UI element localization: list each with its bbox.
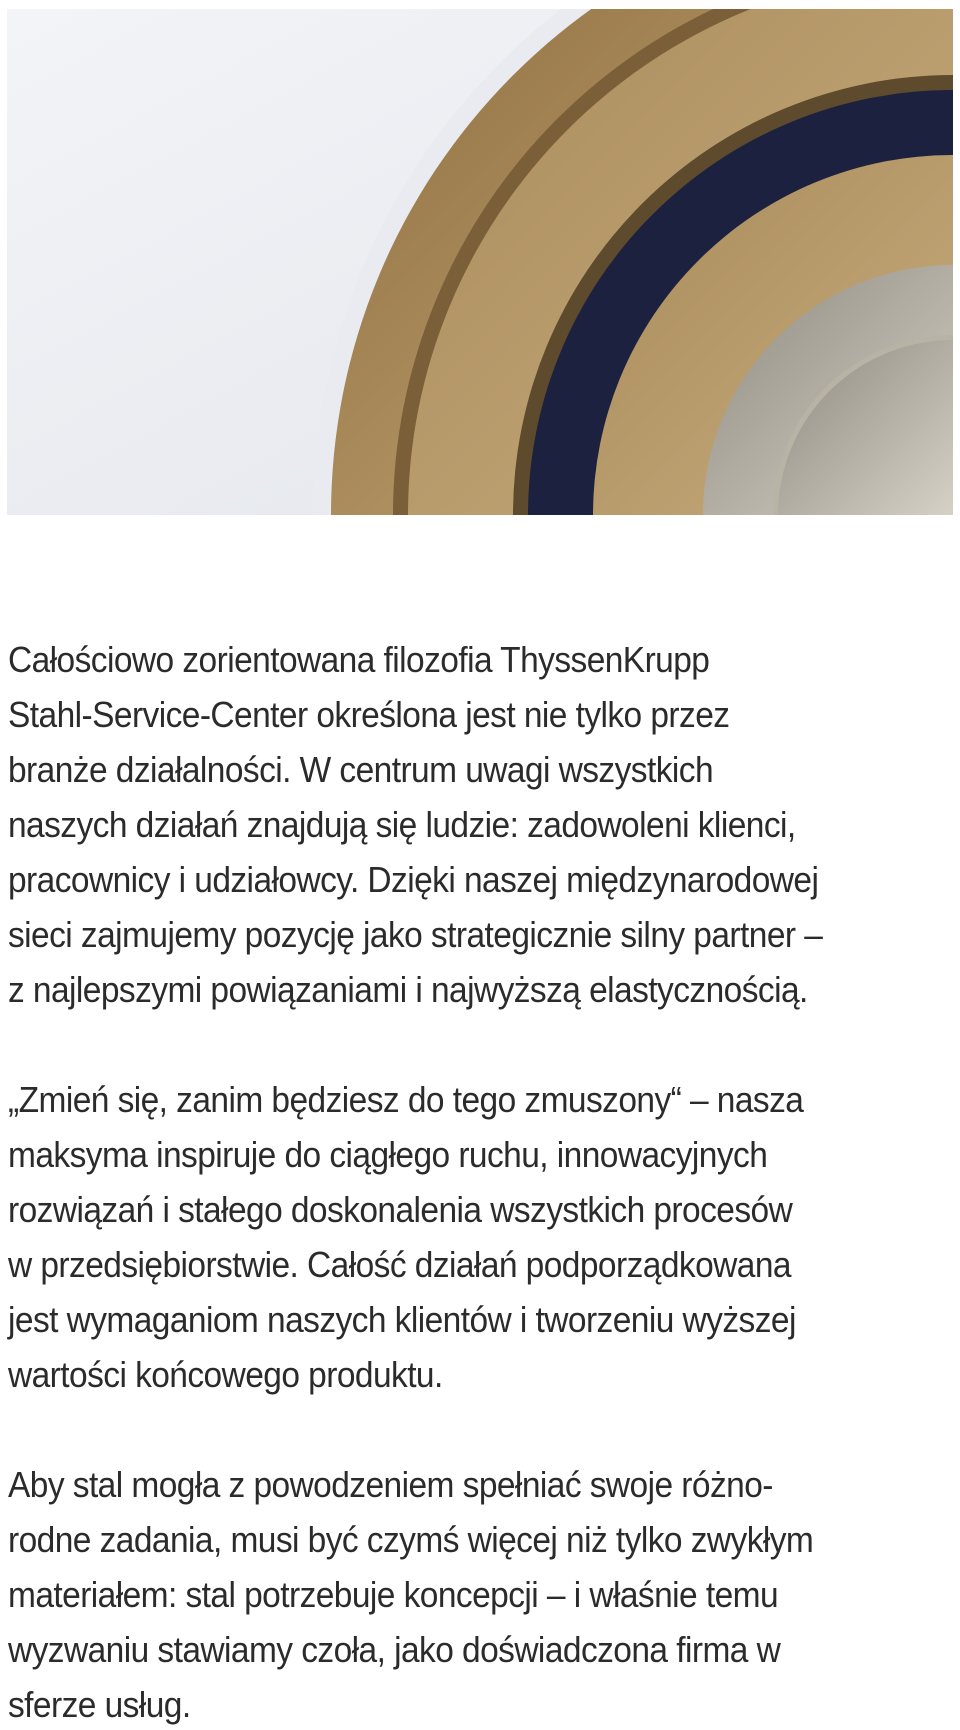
steel-roll-photo bbox=[7, 9, 953, 515]
body-text bbox=[8, 632, 882, 1730]
text-line: rodne zadania, musi być czymś więcej niż tylko zwykłym bbox=[8, 1519, 814, 1560]
text-line: materiałem: stal potrzebuje koncepcji – i właśnie temu bbox=[8, 1574, 779, 1615]
text-line: sieci zajmujemy pozycję jako strategicznie silny partner – bbox=[8, 914, 823, 955]
paragraph-steel-concept bbox=[8, 1457, 882, 1730]
text-line: sferze usług. bbox=[8, 1684, 191, 1725]
text-line: rozwiązań i stałego doskonalenia wszystkich procesów bbox=[8, 1189, 793, 1230]
text-line: maksyma inspiruje do ciągłego ruchu, innowacyjnych bbox=[8, 1134, 768, 1175]
text-line: jest wymaganiom naszych klientów i tworzeniu wyższej bbox=[8, 1299, 796, 1340]
text-line: naszych działań znajdują się ludzie: zadowoleni klienci, bbox=[8, 804, 796, 845]
paragraph-motto bbox=[8, 1072, 882, 1402]
text-line: wartości końcowego produktu. bbox=[8, 1354, 443, 1395]
text-line: w przedsiębiorstwie. Całość działań podporządkowana bbox=[8, 1244, 791, 1285]
text-line: Aby stal mogła z powodzeniem spełniać swoje różno- bbox=[8, 1464, 773, 1505]
text-line: Stahl-Service-Center określona jest nie tylko przez bbox=[8, 694, 730, 735]
text-line: Całościowo zorientowana filozofia ThyssenKrupp bbox=[8, 639, 710, 680]
text-line: branże działalności. W centrum uwagi wszystkich bbox=[8, 749, 714, 790]
text-line: wyzwaniu stawiamy czoła, jako doświadczona firma w bbox=[8, 1629, 781, 1670]
text-line: „Zmień się, zanim będziesz do tego zmuszony“ – nasza bbox=[8, 1079, 804, 1120]
paragraph-philosophy bbox=[8, 632, 882, 1017]
text-line: pracownicy i udziałowcy. Dzięki naszej międzynarodowej bbox=[8, 859, 819, 900]
text-line: z najlepszymi powiązaniami i najwyższą elastycznością. bbox=[8, 969, 808, 1010]
